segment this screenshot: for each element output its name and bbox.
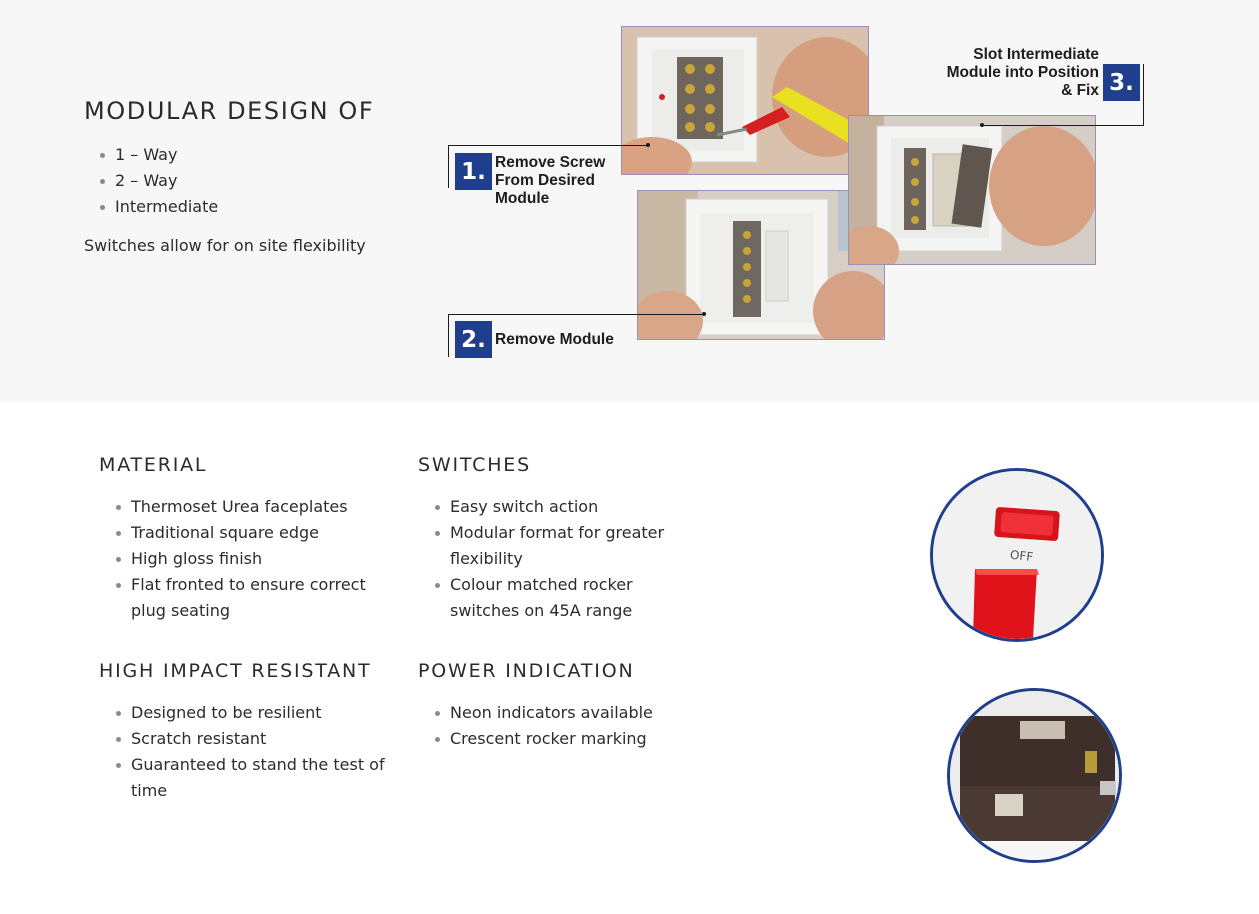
step2-connector [448, 314, 704, 315]
modular-design-intro [84, 96, 414, 256]
list-item: Intermediate [84, 194, 414, 220]
step-1-text: Remove Screw From Desired Module [495, 154, 606, 207]
step3-pointer-dot [980, 123, 984, 127]
feature-material [99, 453, 399, 624]
feature-list [418, 700, 718, 752]
step1-connector-drop [448, 145, 449, 188]
list-item: Flat fronted to ensure correct plug seating [99, 572, 399, 624]
modular-design-title: MODULAR DESIGN OF [84, 97, 375, 125]
list-item: 1 – Way [84, 142, 414, 168]
list-item: Guaranteed to stand the test of time [99, 752, 399, 804]
list-item: Crescent rocker marking [418, 726, 718, 752]
list-item: 2 – Way [84, 168, 414, 194]
step-3-text: Slot Intermediate Module into Position & Fix [946, 46, 1099, 99]
step2-connector-drop [448, 314, 449, 357]
step1-connector [448, 145, 648, 146]
rocker-off-label: OFF [1009, 547, 1034, 565]
feature-list [418, 494, 698, 624]
step2-pointer-dot [702, 312, 706, 316]
step3-connector-rise [1143, 64, 1144, 126]
list-item: Easy switch action [418, 494, 698, 520]
step1-pointer-dot [646, 143, 650, 147]
feature-power-indication [418, 659, 718, 752]
modular-types-list [84, 142, 414, 220]
feature-switches [418, 453, 698, 624]
feature-title: SWITCHES [418, 454, 531, 476]
list-item: Modular format for greater flexibility [418, 520, 698, 572]
step-2-text: Remove Module [495, 331, 614, 348]
list-item: Neon indicators available [418, 700, 718, 726]
step-2-label [455, 321, 614, 358]
flexibility-note: Switches allow for on site flexibility [84, 236, 366, 255]
rocker-switch-closeup [930, 468, 1104, 642]
feature-title: MATERIAL [99, 454, 208, 476]
feature-impact [99, 659, 399, 804]
step-2-number: 2. [455, 321, 492, 358]
photo-remove-screw [621, 26, 869, 175]
module-back-closeup [947, 688, 1122, 863]
list-item: Traditional square edge [99, 520, 399, 546]
step-3-number: 3. [1103, 64, 1140, 101]
list-item: Designed to be resilient [99, 700, 399, 726]
list-item: Thermoset Urea faceplates [99, 494, 399, 520]
feature-list [99, 494, 399, 624]
list-item: Scratch resistant [99, 726, 399, 752]
list-item: Colour matched rocker switches on 45A range [418, 572, 698, 624]
step-3-label [903, 46, 1140, 101]
photo-slot-module [848, 115, 1096, 265]
feature-title: HIGH IMPACT RESISTANT [99, 660, 372, 682]
feature-list [99, 700, 399, 804]
step-1-label [455, 153, 625, 208]
list-item: High gloss finish [99, 546, 399, 572]
step3-connector [982, 125, 1144, 126]
step-1-number: 1. [455, 153, 492, 190]
feature-title: POWER INDICATION [418, 660, 635, 682]
